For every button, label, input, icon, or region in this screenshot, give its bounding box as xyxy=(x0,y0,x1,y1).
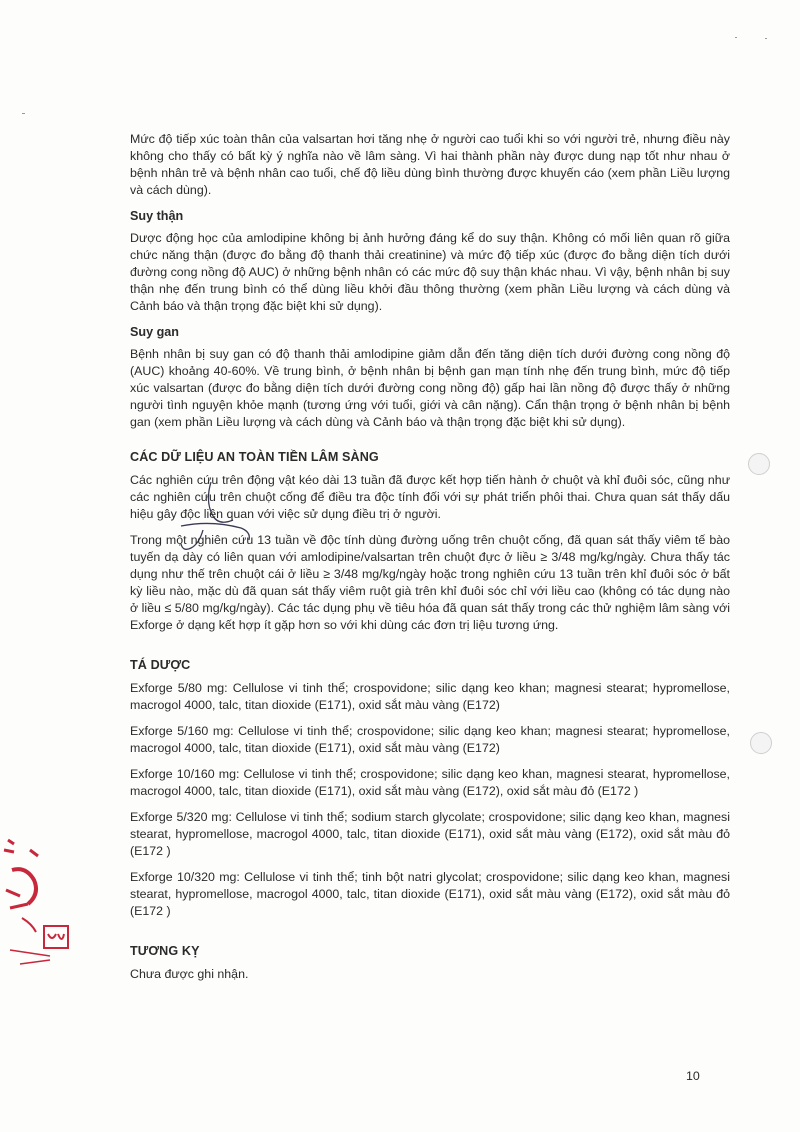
punch-hole-icon xyxy=(750,732,772,754)
heading-incompatibilities: TƯƠNG KỴ xyxy=(130,944,200,958)
heading-hepatic-impairment: Suy gan xyxy=(130,325,179,339)
paragraph-preclinical-toxicity: Trong một nghiên cứu 13 tuần về độc tính dùng đường uống trên chuột cống, đã quan sát thấy viêm tế bào tuyến dạ dày có liên quan với amlodipine/valsartan trên chuột đực ở liều ≥ 3/48 mg/kg/ngày. Chưa thấy tác dụng như thế trên chuột cái ở liều ≥ 3/48 mg/kg/ngày hoặc trong nghiên cứu 13 tuần trên khỉ đuôi sóc ở bất kỳ liều nào, mặc dù đã quan sát thấy viêm ruột già trên khỉ đuôi sóc chỉ với liều cao (không có tác dụng nào ở liều ≤ 5/80 mg/kg/ngày). Các tác dụng phụ về tiêu hóa đã quan sát thấy trong các thử nghiệm lâm sàng với Exforge ở dạng kết hợp ít gặp hơn so với khi dùng các đơn trị liệu tương ứng. xyxy=(130,533,730,632)
punch-hole-icon xyxy=(748,453,770,475)
paragraph-elderly-exposure: Mức độ tiếp xúc toàn thân của valsartan hơi tăng nhẹ ở người cao tuổi khi so với người trẻ, nhưng điều này không cho thấy có bất kỳ ý nghĩa nào về lâm sàng. Vì hai thành phần này được dung nạp tốt như nhau ở bệnh nhân trẻ và bệnh nhân cao tuổi, chế độ liều dùng bình thường được khuyến cáo (xem phần Liều lượng và cách dùng). xyxy=(130,132,730,197)
page-number: 10 xyxy=(686,1069,700,1083)
document-body xyxy=(130,131,730,992)
excipient-item: Exforge 10/320 mg: Cellulose vi tinh thể; tinh bột natri glycolat; crospovidone; silic dạng keo khan, magnesi stearat, hypromellose, macrogol 4000, talc, titan dioxide (E171), oxid sắt màu vàng (E172), oxid sắt màu đỏ (E172 ) xyxy=(130,870,730,918)
excipient-item: Exforge 5/80 mg: Cellulose vi tinh thể; crospovidone; silic dạng keo khan; magnesi stearat; hypromellose, macrogol 4000, talc, titan dioxide (E171), oxid sắt màu vàng (E172) xyxy=(130,681,730,712)
paragraph-incompatibilities: Chưa được ghi nhận. xyxy=(130,967,249,981)
excipient-item: Exforge 5/160 mg: Cellulose vi tinh thể; crospovidone; silic dạng keo khan; magnesi stearat; hypromellose, macrogol 4000, talc, titan dioxide (E171), oxid sắt màu vàng (E172) xyxy=(130,724,730,755)
excipient-item: Exforge 10/160 mg: Cellulose vi tinh thể; crospovidone; silic dạng keo khan, magnesi stearat, hypromellose, macrogol 4000, talc, titan dioxide (E171), oxid sắt màu vàng (E172), oxid sắt màu đỏ (E172 ) xyxy=(130,767,730,798)
heading-excipients: TÁ DƯỢC xyxy=(130,658,191,672)
red-stamp-fragment xyxy=(0,830,70,990)
heading-renal-impairment: Suy thận xyxy=(130,209,184,223)
scan-speck xyxy=(735,37,737,38)
paragraph-renal-impairment: Dược động học của amlodipine không bị ảnh hưởng đáng kể do suy thận. Không có mối liên quan rõ giữa chức năng thận (được đo bằng độ thanh thải creatinine) và mức độ tiếp xúc (được đo bằng diện tích dưới đường cong nồng độ AUC) ở những bệnh nhân có các mức độ suy thận khác nhau. Vì vậy, bệnh nhân bị suy thận nhẹ đến trung bình có thể dùng liều khởi đầu thông thường (xem phần Liều lượng và cách dùng và Cảnh báo và thận trọng đặc biệt khi sử dụng). xyxy=(130,231,730,313)
scan-speck xyxy=(765,38,767,39)
scan-speck xyxy=(22,113,25,114)
heading-preclinical-safety: CÁC DỮ LIỆU AN TOÀN TIỀN LÂM SÀNG xyxy=(130,450,379,464)
paragraph-hepatic-impairment: Bệnh nhân bị suy gan có độ thanh thải amlodipine giảm dẫn đến tăng diện tích dưới đường cong nồng độ (AUC) khoảng 40-60%. Về trung bình, ở bệnh nhân bị bệnh gan mạn tính nhẹ đến trung bình, mức độ tiếp xúc valsartan (được đo bằng diện tích dưới đường cong nồng độ) gấp hai lần nồng độ được thấy ở những người tình nguyện khỏe mạnh (tương ứng với tuổi, giới và cân nặng). Cẩn thận trọng ở bệnh nhân bị bệnh gan (xem phần Liều lượng và cách dùng và Cảnh báo và thận trọng đặc biệt khi sử dụng). xyxy=(130,347,730,429)
paragraph-preclinical-studies: Các nghiên cứu trên động vật kéo dài 13 tuần đã được kết hợp tiến hành ở chuột và khỉ đuôi sóc, cũng như các nghiên cứu trên chuột cống để điều tra độc tính đối với sự phát triển phôi thai. Chưa quan sát thấy dấu hiệu gây độc liên quan với việc sử dụng điều trị ở người. xyxy=(130,473,730,521)
excipient-item: Exforge 5/320 mg: Cellulose vi tinh thể; sodium starch glycolate; crospovidone; silic dạng keo khan, magnesi stearat, hypromellose, macrogol 4000, talc, titan dioxide (E171), oxid sắt màu vàng (E172), oxid sắt màu đỏ (E172 ) xyxy=(130,810,730,858)
